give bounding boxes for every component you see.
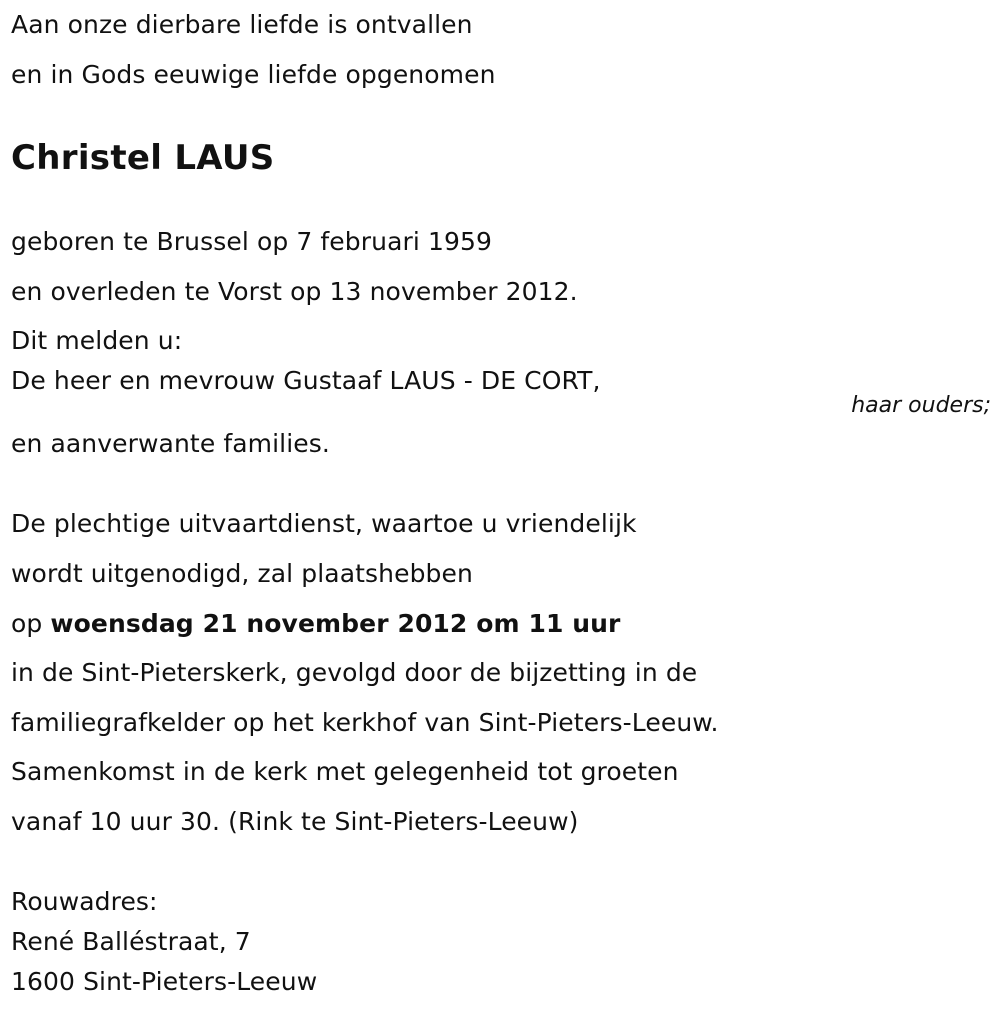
deceased-name: Christel LAUS [11, 138, 275, 178]
intro-line-1: Aan onze dierbare liefde is ontvallen [11, 10, 473, 39]
service-date-prefix: op [11, 609, 43, 638]
death-line: en overleden te Vorst op 13 november 2012. [11, 277, 578, 306]
address-label: Rouwadres: [11, 887, 158, 916]
service-date: woensdag 21 november 2012 om 11 uur [50, 609, 621, 638]
service-line-4: in de Sint-Pieterskerk, gevolgd door de bijzetting in de [11, 658, 698, 687]
birth-line: geboren te Brussel op 7 februari 1959 [11, 227, 492, 256]
service-line-1: De plechtige uitvaartdienst, waartoe u vriendelijk [11, 509, 637, 538]
service-line-6: Samenkomst in de kerk met gelegenheid tot groeten [11, 757, 679, 786]
address-city: 1600 Sint-Pieters-Leeuw [11, 967, 318, 996]
intro-line-2: en in Gods eeuwige liefde opgenomen [11, 60, 496, 89]
parents-role: haar ouders; [851, 393, 991, 418]
address-street: René Balléstraat, 7 [11, 927, 251, 956]
announcement-intro: Dit melden u: [11, 326, 183, 355]
parents-line: De heer en mevrouw Gustaaf LAUS - DE CORT, [11, 366, 601, 395]
families-line: en aanverwante families. [11, 429, 330, 458]
service-line-2: wordt uitgenodigd, zal plaatshebben [11, 559, 473, 588]
service-line-3 [11, 609, 620, 639]
service-line-5: familiegrafkelder op het kerkhof van Sint-Pieters-Leeuw. [11, 708, 719, 737]
service-line-7: vanaf 10 uur 30. (Rink te Sint-Pieters-Leeuw) [11, 807, 579, 836]
